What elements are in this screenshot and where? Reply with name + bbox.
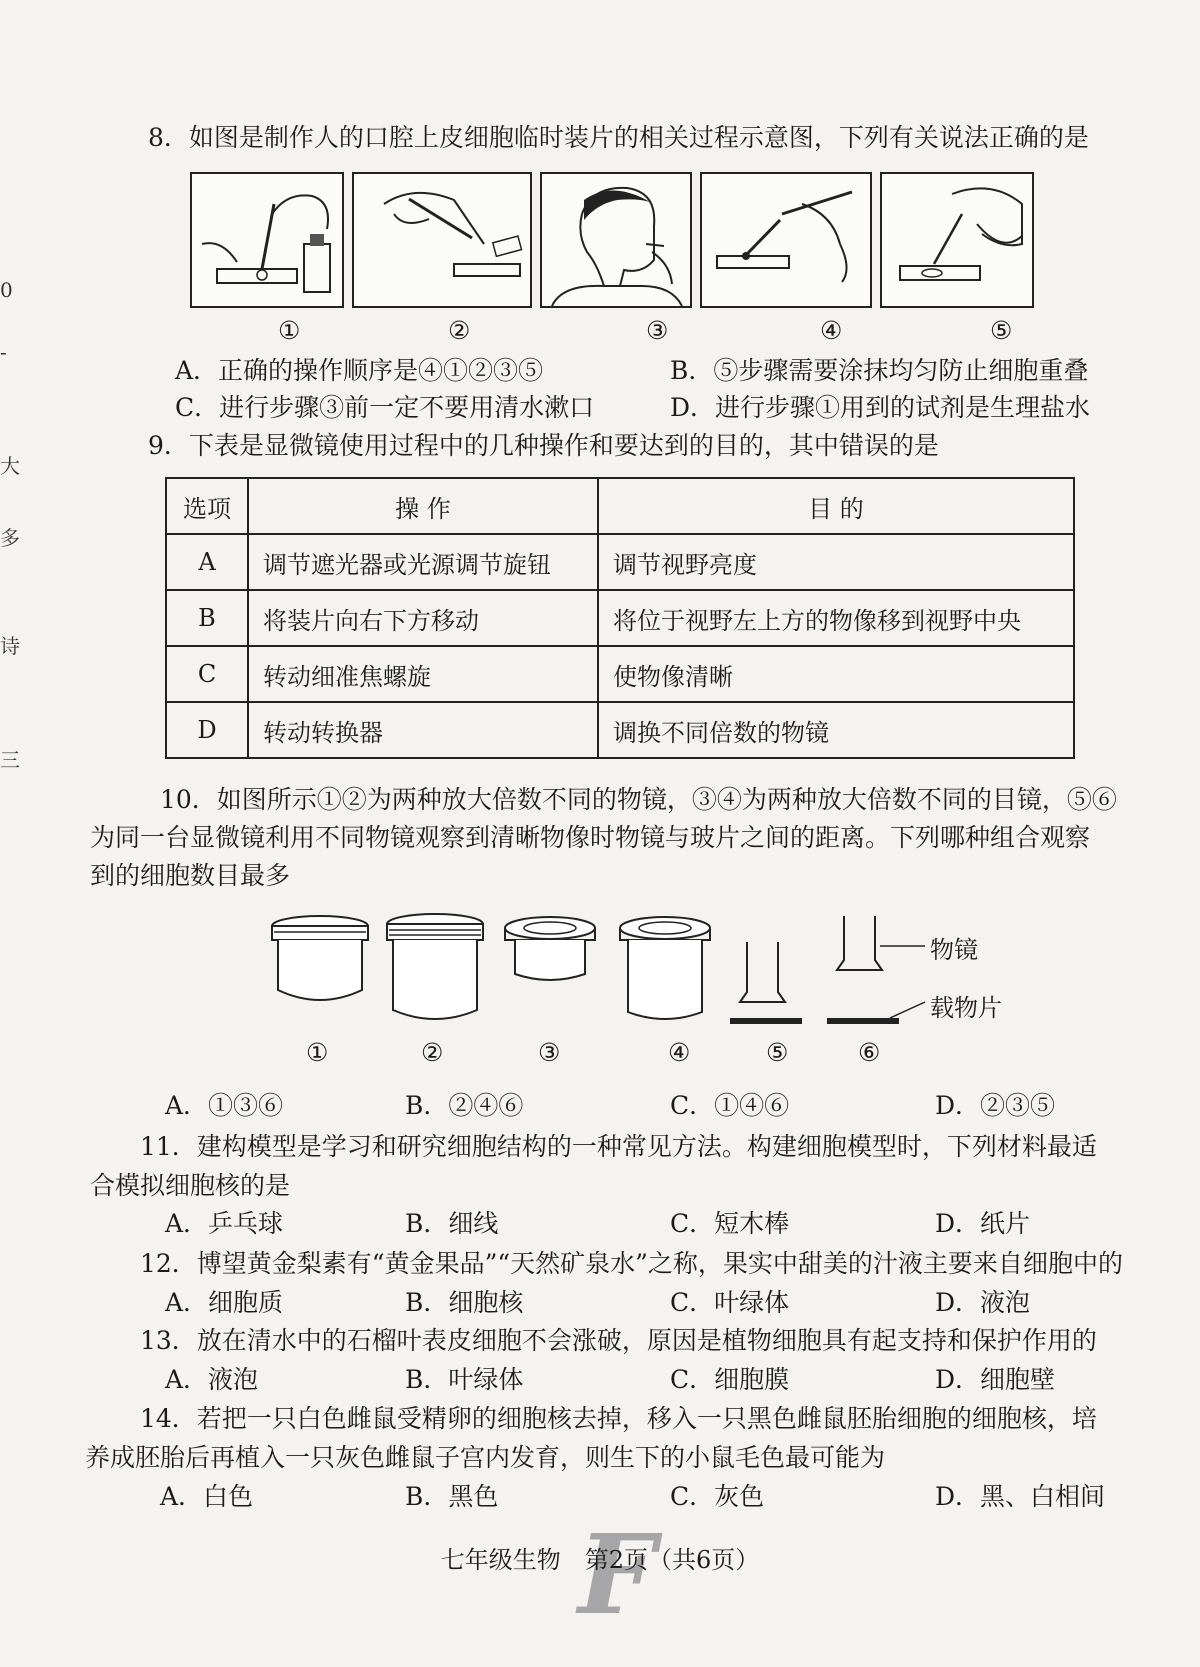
question-11-stem-line-2: 合模拟细胞核的是 bbox=[90, 1171, 291, 1200]
step-2-cover-picture bbox=[352, 172, 532, 308]
margin-fragment: 多 bbox=[0, 526, 20, 550]
eyepiece-3 bbox=[505, 917, 595, 980]
row-purpose: 调节视野亮度 bbox=[598, 534, 1074, 590]
q11-option-c: C．短木棒 bbox=[670, 1209, 790, 1238]
q10-option-d: D．②③⑤ bbox=[935, 1091, 1056, 1120]
q11-option-b: B．细线 bbox=[405, 1209, 499, 1238]
lens-label-5: ⑤ bbox=[766, 1038, 789, 1067]
table-row bbox=[166, 534, 1074, 590]
callout-slide: 载物片 bbox=[930, 994, 1002, 1022]
q12-option-c: C．叶绿体 bbox=[670, 1288, 790, 1317]
q10-option-a: A．①③⑥ bbox=[165, 1091, 284, 1120]
q8-figure-strip bbox=[190, 172, 1100, 312]
step-3-mouth-picture bbox=[540, 172, 692, 308]
question-14-stem-line-2: 养成胚胎后再植入一只灰色雌鼠子宫内发育，则生下的小鼠毛色最可能为 bbox=[85, 1443, 886, 1472]
q13-option-a: A．液泡 bbox=[165, 1365, 259, 1394]
step-label-5: ⑤ bbox=[990, 316, 1013, 345]
lens-diagram bbox=[260, 910, 940, 1030]
q11-option-d: D．纸片 bbox=[935, 1209, 1031, 1238]
q8-option-d: D．进行步骤①用到的试剂是生理盐水 bbox=[670, 393, 1091, 422]
q14-option-c: C．灰色 bbox=[670, 1482, 765, 1511]
lens-label-4: ④ bbox=[668, 1038, 691, 1067]
row-option: C bbox=[166, 646, 248, 702]
step-1-drop-picture bbox=[190, 172, 344, 308]
step-4-scrape-picture bbox=[700, 172, 872, 308]
row-option: D bbox=[166, 702, 248, 758]
header-option: 选项 bbox=[166, 478, 248, 534]
step-label-1: ① bbox=[278, 316, 301, 345]
question-10-stem-line-3: 到的细胞数目最多 bbox=[90, 861, 291, 890]
table-row bbox=[166, 702, 1074, 758]
eyepiece-4 bbox=[620, 917, 710, 1019]
question-10-stem-line-1: 10．如图所示①②为两种放大倍数不同的物镜，③④为两种放大倍数不同的目镜，⑤⑥ bbox=[160, 785, 1117, 814]
question-12-stem: 12．博望黄金梨素有“黄金果品”“天然矿泉水”之称，果实中甜美的汁液主要来自细胞中的 bbox=[140, 1249, 1123, 1278]
step-5-spread-picture bbox=[880, 172, 1034, 308]
question-14-stem-line-1: 14．若把一只白色雌鼠受精卵的细胞核去掉，移入一只黑色雌鼠胚胎细胞的细胞核，培 bbox=[140, 1404, 1097, 1433]
question-8-stem: 8．如图是制作人的口腔上皮细胞临时装片的相关过程示意图，下列有关说法正确的是 bbox=[148, 123, 1089, 152]
q8-option-b: B．⑤步骤需要涂抹均匀防止细胞重叠 bbox=[670, 356, 1089, 385]
row-purpose: 将位于视野左上方的物像移到视野中央 bbox=[598, 590, 1074, 646]
table-row bbox=[166, 646, 1074, 702]
margin-fragment: 大 bbox=[0, 454, 20, 478]
row-operation: 转动细准焦螺旋 bbox=[248, 646, 598, 702]
page-footer: 七年级生物 第2页（共6页） bbox=[440, 1546, 760, 1574]
lens-label-3: ③ bbox=[538, 1038, 561, 1067]
margin-fragment: 三 bbox=[0, 748, 20, 772]
margin-fragment: - bbox=[0, 340, 7, 364]
row-operation: 将装片向右下方移动 bbox=[248, 590, 598, 646]
table-row bbox=[166, 590, 1074, 646]
q8-option-c: C．进行步骤③前一定不要用清水漱口 bbox=[175, 393, 595, 422]
objective-lens-1 bbox=[272, 916, 368, 1000]
lens-label-2: ② bbox=[421, 1038, 444, 1067]
callout-objective: 物镜 bbox=[930, 936, 978, 964]
microscope-operations-table bbox=[165, 477, 1075, 759]
question-9-stem: 9．下表是显微镜使用过程中的几种操作和要达到的目的，其中错误的是 bbox=[148, 431, 939, 460]
question-10-stem-line-2: 为同一台显微镜利用不同物镜观察到清晰物像时物镜与玻片之间的距离。下列哪种组合观察 bbox=[90, 823, 1091, 852]
row-option: A bbox=[166, 534, 248, 590]
q10-option-c: C．①④⑥ bbox=[670, 1091, 790, 1120]
q13-option-c: C．细胞膜 bbox=[670, 1365, 790, 1394]
q10-option-b: B．②④⑥ bbox=[405, 1091, 524, 1120]
objective-lens-2 bbox=[387, 914, 483, 1019]
question-11-stem-line-1: 11．建构模型是学习和研究细胞结构的一种常见方法。构建细胞模型时，下列材料最适 bbox=[140, 1132, 1097, 1161]
question-13-stem: 13．放在清水中的石榴叶表皮细胞不会涨破，原因是植物细胞具有起支持和保护作用的 bbox=[140, 1326, 1097, 1355]
step-label-3: ③ bbox=[646, 316, 669, 345]
watermark-letter: F bbox=[578, 1510, 657, 1639]
step-label-4: ④ bbox=[820, 316, 843, 345]
q14-option-a: A．白色 bbox=[160, 1482, 254, 1511]
q11-option-a: A．乒乓球 bbox=[165, 1209, 284, 1238]
step-label-2: ② bbox=[448, 316, 471, 345]
q12-option-a: A．细胞质 bbox=[165, 1288, 284, 1317]
objective-distance-6 bbox=[827, 916, 925, 1024]
header-operation: 操 作 bbox=[248, 478, 598, 534]
objective-distance-5 bbox=[730, 942, 802, 1024]
row-purpose: 调换不同倍数的物镜 bbox=[598, 702, 1074, 758]
header-purpose: 目 的 bbox=[598, 478, 1074, 534]
q14-option-b: B．黑色 bbox=[405, 1482, 499, 1511]
row-operation: 调节遮光器或光源调节旋钮 bbox=[248, 534, 598, 590]
q13-option-d: D．细胞壁 bbox=[935, 1365, 1056, 1394]
row-operation: 转动转换器 bbox=[248, 702, 598, 758]
lens-label-6: ⑥ bbox=[858, 1038, 881, 1067]
row-purpose: 使物像清晰 bbox=[598, 646, 1074, 702]
q8-option-a: A．正确的操作顺序是④①②③⑤ bbox=[175, 356, 544, 385]
q12-option-d: D．液泡 bbox=[935, 1288, 1031, 1317]
table-header-row bbox=[166, 478, 1074, 534]
row-option: B bbox=[166, 590, 248, 646]
q13-option-b: B．叶绿体 bbox=[405, 1365, 524, 1394]
margin-fragment: 0 bbox=[0, 278, 13, 302]
margin-fragment: 诗 bbox=[0, 634, 20, 658]
lens-label-1: ① bbox=[306, 1038, 329, 1067]
q14-option-d: D．黑、白相间 bbox=[935, 1482, 1106, 1511]
q12-option-b: B．细胞核 bbox=[405, 1288, 524, 1317]
